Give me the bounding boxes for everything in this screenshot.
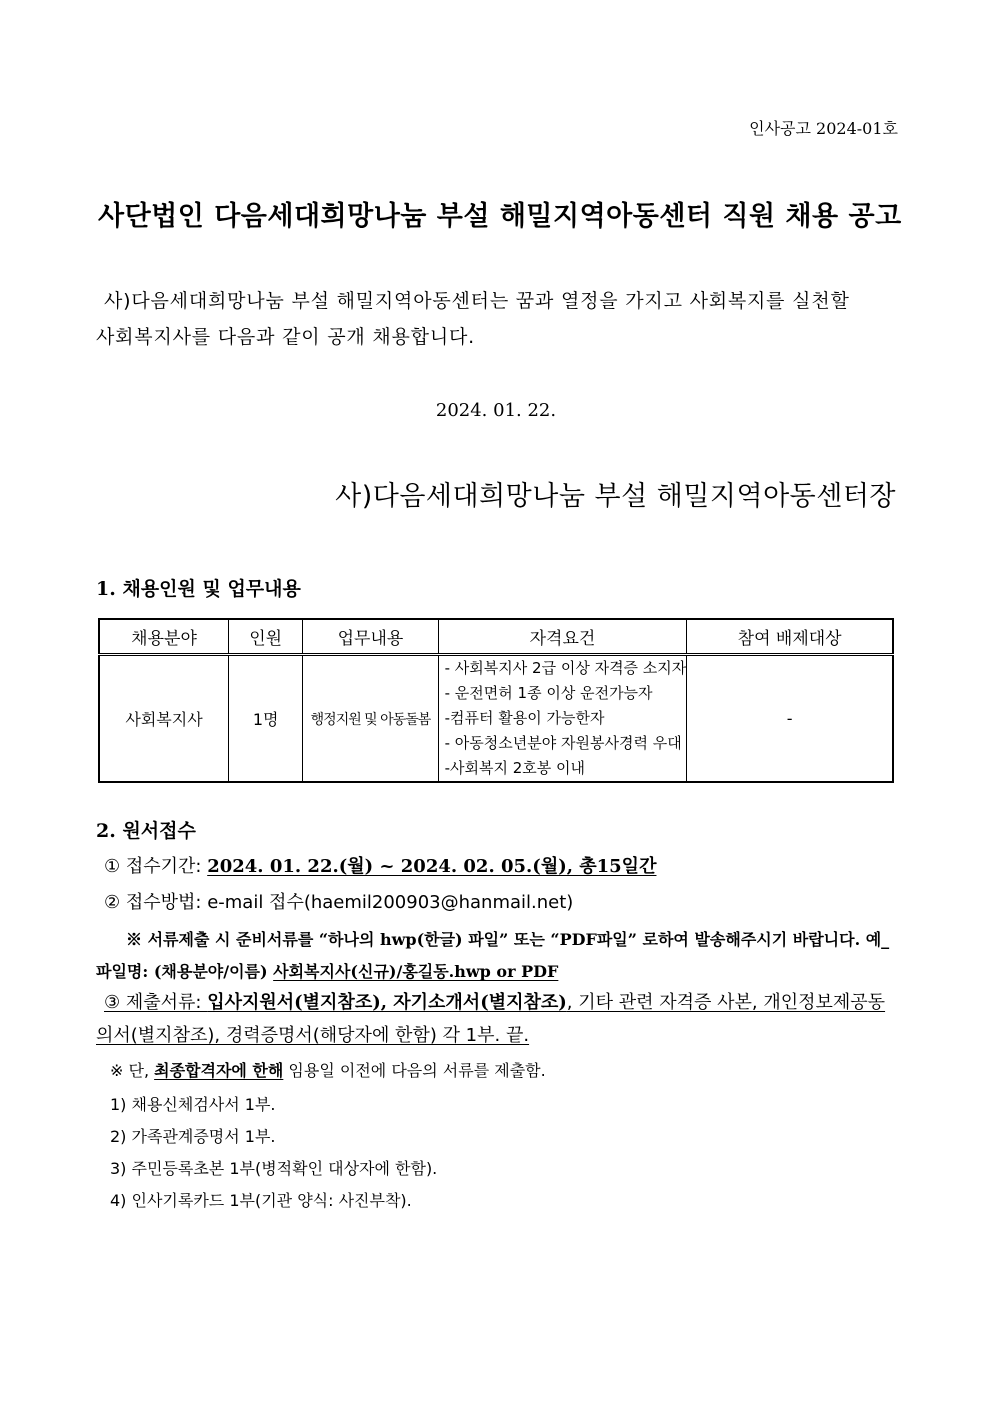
final-bold: 최종합격자에 한해 (154, 1061, 284, 1080)
final-applicant-note (110, 1058, 546, 1081)
requirement-item: - 운전면허 1종 이상 운전가능자 (444, 684, 653, 702)
requirement-item: - 사회복지사 2급 이상 자격증 소지자 (444, 659, 687, 677)
final-suffix: 임용일 이전에 다음의 서류를 제출함. (283, 1061, 546, 1080)
list-item: 4) 인사기록카드 1부(기관 양식: 사진부착). (110, 1191, 412, 1210)
intro-line-2: 사회복지사를 다음과 같이 공개 채용합니다. (96, 326, 475, 348)
cell-excluded: - (687, 655, 893, 783)
table-row (99, 655, 893, 783)
header-field: 채용분야 (99, 619, 229, 655)
list-item: 1) 채용신체검사서 1부. (110, 1095, 276, 1114)
section-2-heading: 2. 원서접수 (96, 820, 196, 842)
note-text: ※ 서류제출 시 준비서류를 “하나의 hwp(한글) 파일” 또는 “PDF파일” 로하여 발송해주시기 바랍니다. 예_파일명: (채용분야/이름) (96, 930, 890, 981)
requirement-item: - 아동청소년분야 자원봉사경력 우대 (444, 734, 682, 752)
header-excluded: 참여 배제대상 (687, 619, 893, 655)
docs-bold: 입사지원서(별지참조), 자기소개서(별지참조) (207, 992, 567, 1013)
list-item: 2) 가족관계증명서 1부. (110, 1127, 276, 1146)
table-header-row (99, 619, 893, 655)
application-method (104, 888, 573, 914)
final-prefix: ※ 단, (110, 1061, 155, 1080)
announcement-date: 2024. 01. 22. (435, 400, 557, 421)
period-value: 2024. 01. 22.(월) ~ 2024. 02. 05.(월), 총15일간 (207, 856, 657, 877)
header-requirements: 자격요건 (438, 619, 687, 655)
signature: 사)다음세대희망나눔 부설 해밀지역아동센터장 (335, 481, 896, 512)
notice-number: 인사공고 2024-01호 (749, 119, 898, 138)
page-title: 사단법인 다음세대희망나눔 부설 해밀지역아동센터 직원 채용 공고 (98, 201, 902, 232)
recruitment-table (98, 618, 894, 783)
header-count: 인원 (229, 619, 303, 655)
section-1-heading: 1. 채용인원 및 업무내용 (96, 578, 301, 600)
header-duties: 업무내용 (303, 619, 438, 655)
application-period (104, 852, 656, 878)
intro-line-1: 사)다음세대희망나눔 부설 해밀지역아동센터는 꿈과 열정을 가지고 사회복지를 실천할 (104, 290, 850, 312)
note-example: 사회복지사(신규)/홍길동.hwp or PDF (273, 962, 559, 981)
docs-label: ③ 제출서류: (104, 992, 208, 1013)
cell-duties: 행정지원 및 아동돌봄 (303, 655, 438, 783)
period-label: ① 접수기간: (104, 856, 208, 877)
required-documents (96, 986, 896, 1052)
submission-note (96, 924, 896, 988)
list-item: 3) 주민등록초본 1부(병적확인 대상자에 한함). (110, 1159, 438, 1178)
cell-requirements (438, 655, 687, 783)
method-value: e-mail 접수(haemil200903@hanmail.net) (207, 892, 574, 913)
docs-rest: , 기타 관련 자격증 사본, 개인정보제공동의서(별지참조), 경력증명서(해당자에 한함) 각 1부. 끝. (96, 992, 886, 1046)
method-label: ② 접수방법: (104, 892, 208, 913)
requirement-item: -사회복지 2호봉 이내 (444, 759, 586, 777)
requirement-item: -컴퓨터 활용이 가능한자 (444, 709, 605, 727)
cell-field: 사회복지사 (99, 655, 229, 783)
cell-count: 1명 (229, 655, 303, 783)
